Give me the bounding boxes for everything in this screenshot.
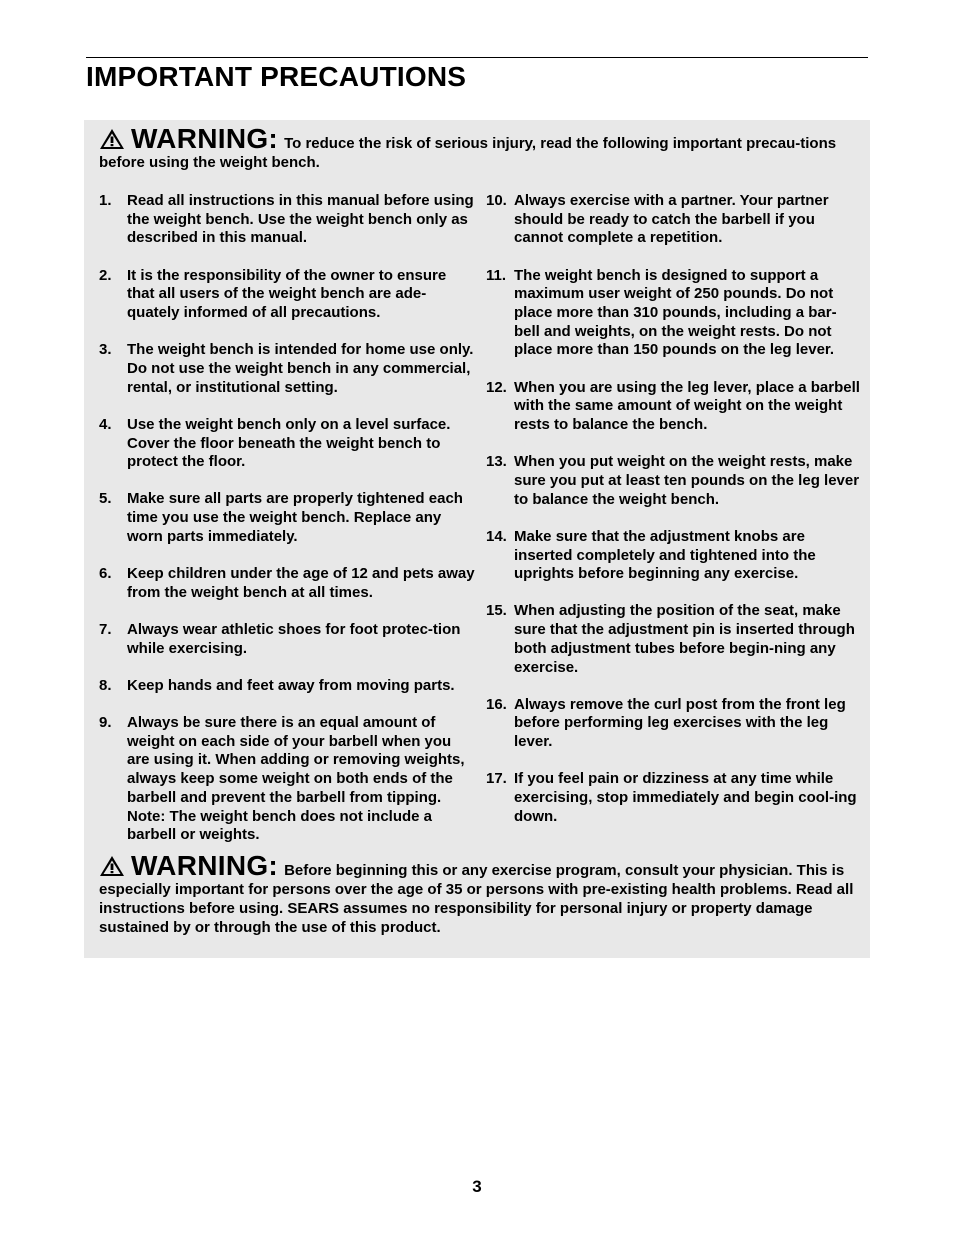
precaution-text: When adjusting the position of the seat, make sure that the adjustment pin is inserted through both adjustment tubes before begin-ning any exercise.	[514, 602, 855, 676]
precaution-text: The weight bench is designed to support a maximum user weight of 250 pounds. Do not place more than 310 pounds, including a bar-bell and weights, on the weight rests. Do not place more than 150 pounds on the leg lever.	[514, 266, 837, 359]
precaution-text: When you are using the leg lever, place a barbell with the same amount of weight on the weight rests to balance the bench.	[514, 378, 860, 434]
precaution-text: Keep hands and feet away from moving parts.	[127, 676, 455, 694]
precaution-number: 17.	[486, 770, 507, 788]
warning-bottom	[99, 850, 859, 937]
page-title: IMPORTANT PRECAUTIONS	[86, 61, 467, 92]
precaution-item	[99, 490, 475, 546]
precaution-text: Make sure all parts are properly tightened each time you use the weight bench. Replace any worn parts immediately.	[127, 490, 463, 545]
precaution-text: The weight bench is intended for home use only. Do not use the weight bench in any commercial, rental, or institutional setting.	[127, 341, 474, 396]
precaution-number: 13.	[486, 453, 507, 471]
warning-triangle-icon	[99, 855, 125, 877]
precautions-panel	[84, 120, 870, 958]
precaution-number: 10.	[486, 192, 507, 209]
precaution-number: 1.	[99, 192, 112, 209]
precaution-item	[99, 267, 475, 323]
precautions-column-right	[486, 192, 862, 845]
warning-top	[99, 123, 859, 172]
precaution-text: Make sure that the adjustment knobs are inserted completely and tightened into the uprights before beginning any exercise.	[514, 527, 816, 583]
precaution-number: 16.	[486, 695, 507, 713]
precaution-number: 4.	[99, 415, 112, 433]
precaution-item	[99, 416, 475, 472]
precaution-item	[486, 379, 862, 435]
warning-label: WARNING:	[131, 850, 279, 881]
precaution-item	[99, 677, 475, 696]
precaution-text: Read all instructions in this manual before using the weight bench. Use the weight bench only as described in this manual.	[127, 192, 474, 247]
precaution-number: 8.	[99, 676, 112, 694]
page-number: 3	[472, 1177, 482, 1196]
precaution-item	[99, 621, 475, 658]
precaution-item	[486, 528, 862, 584]
precaution-number: 5.	[99, 490, 112, 508]
precaution-item	[486, 770, 862, 826]
precaution-number: 15.	[486, 602, 507, 620]
warning-label: WARNING:	[131, 123, 279, 154]
precaution-text: Always remove the curl post from the front leg before performing leg exercises with the leg lever.	[514, 695, 846, 751]
precaution-text: Always wear athletic shoes for foot protec-tion while exercising.	[127, 620, 461, 657]
header-rule	[86, 57, 868, 58]
precautions-column-left	[99, 192, 475, 863]
precaution-number: 9.	[99, 714, 112, 732]
precaution-number: 6.	[99, 565, 112, 583]
precaution-item	[486, 267, 862, 361]
precaution-number: 3.	[99, 341, 112, 359]
precaution-number: 2.	[99, 266, 112, 284]
precaution-number: 14.	[486, 527, 507, 545]
precaution-text: Always exercise with a partner. Your partner should be ready to catch the barbell if you cannot complete a repetition.	[514, 192, 829, 247]
precaution-text: If you feel pain or dizziness at any time while exercising, stop immediately and begin cool-ing down.	[514, 770, 857, 825]
precaution-item	[486, 602, 862, 677]
precaution-text: Use the weight bench only on a level surface. Cover the floor beneath the weight bench to protect the floor.	[127, 415, 451, 471]
precaution-text: It is the responsibility of the owner to ensure that all users of the weight bench are ade-quately informed of all precautions.	[127, 266, 447, 322]
precaution-number: 12.	[486, 378, 507, 396]
precaution-item	[486, 192, 862, 248]
warning-triangle-icon	[99, 128, 125, 150]
warning-text: To reduce the risk of serious injury, read the following important precau-tions before using the weight bench.	[99, 135, 837, 171]
precaution-text: Keep children under the age of 12 and pets away from the weight bench at all times.	[127, 565, 475, 601]
warning-text: Before beginning this or any exercise program, consult your physician. This is especially important for persons over the age of 35 or persons with pre-existing health problems. Read all instructions before using. SEARS assumes no responsibility for personal injury or property damage sustained by or through the use of this product.	[99, 862, 854, 936]
precaution-item	[486, 453, 862, 509]
precaution-number: 11.	[486, 266, 507, 284]
precaution-item	[99, 714, 475, 845]
precaution-text: Always be sure there is an equal amount of weight on each side of your barbell when you are using it. When adding or removing weights, always keep some weight on both ends of the barbell and prevent the barbell from tipping. Note: The weight bench does not include a barbell or weights.	[127, 714, 465, 844]
precaution-item	[99, 341, 475, 397]
precaution-item	[486, 696, 862, 752]
precaution-item	[99, 192, 475, 248]
precaution-text: When you put weight on the weight rests, make sure you put at least ten pounds on the leg lever to balance the weight bench.	[514, 453, 860, 508]
precaution-number: 7.	[99, 620, 112, 638]
precaution-item	[99, 565, 475, 602]
